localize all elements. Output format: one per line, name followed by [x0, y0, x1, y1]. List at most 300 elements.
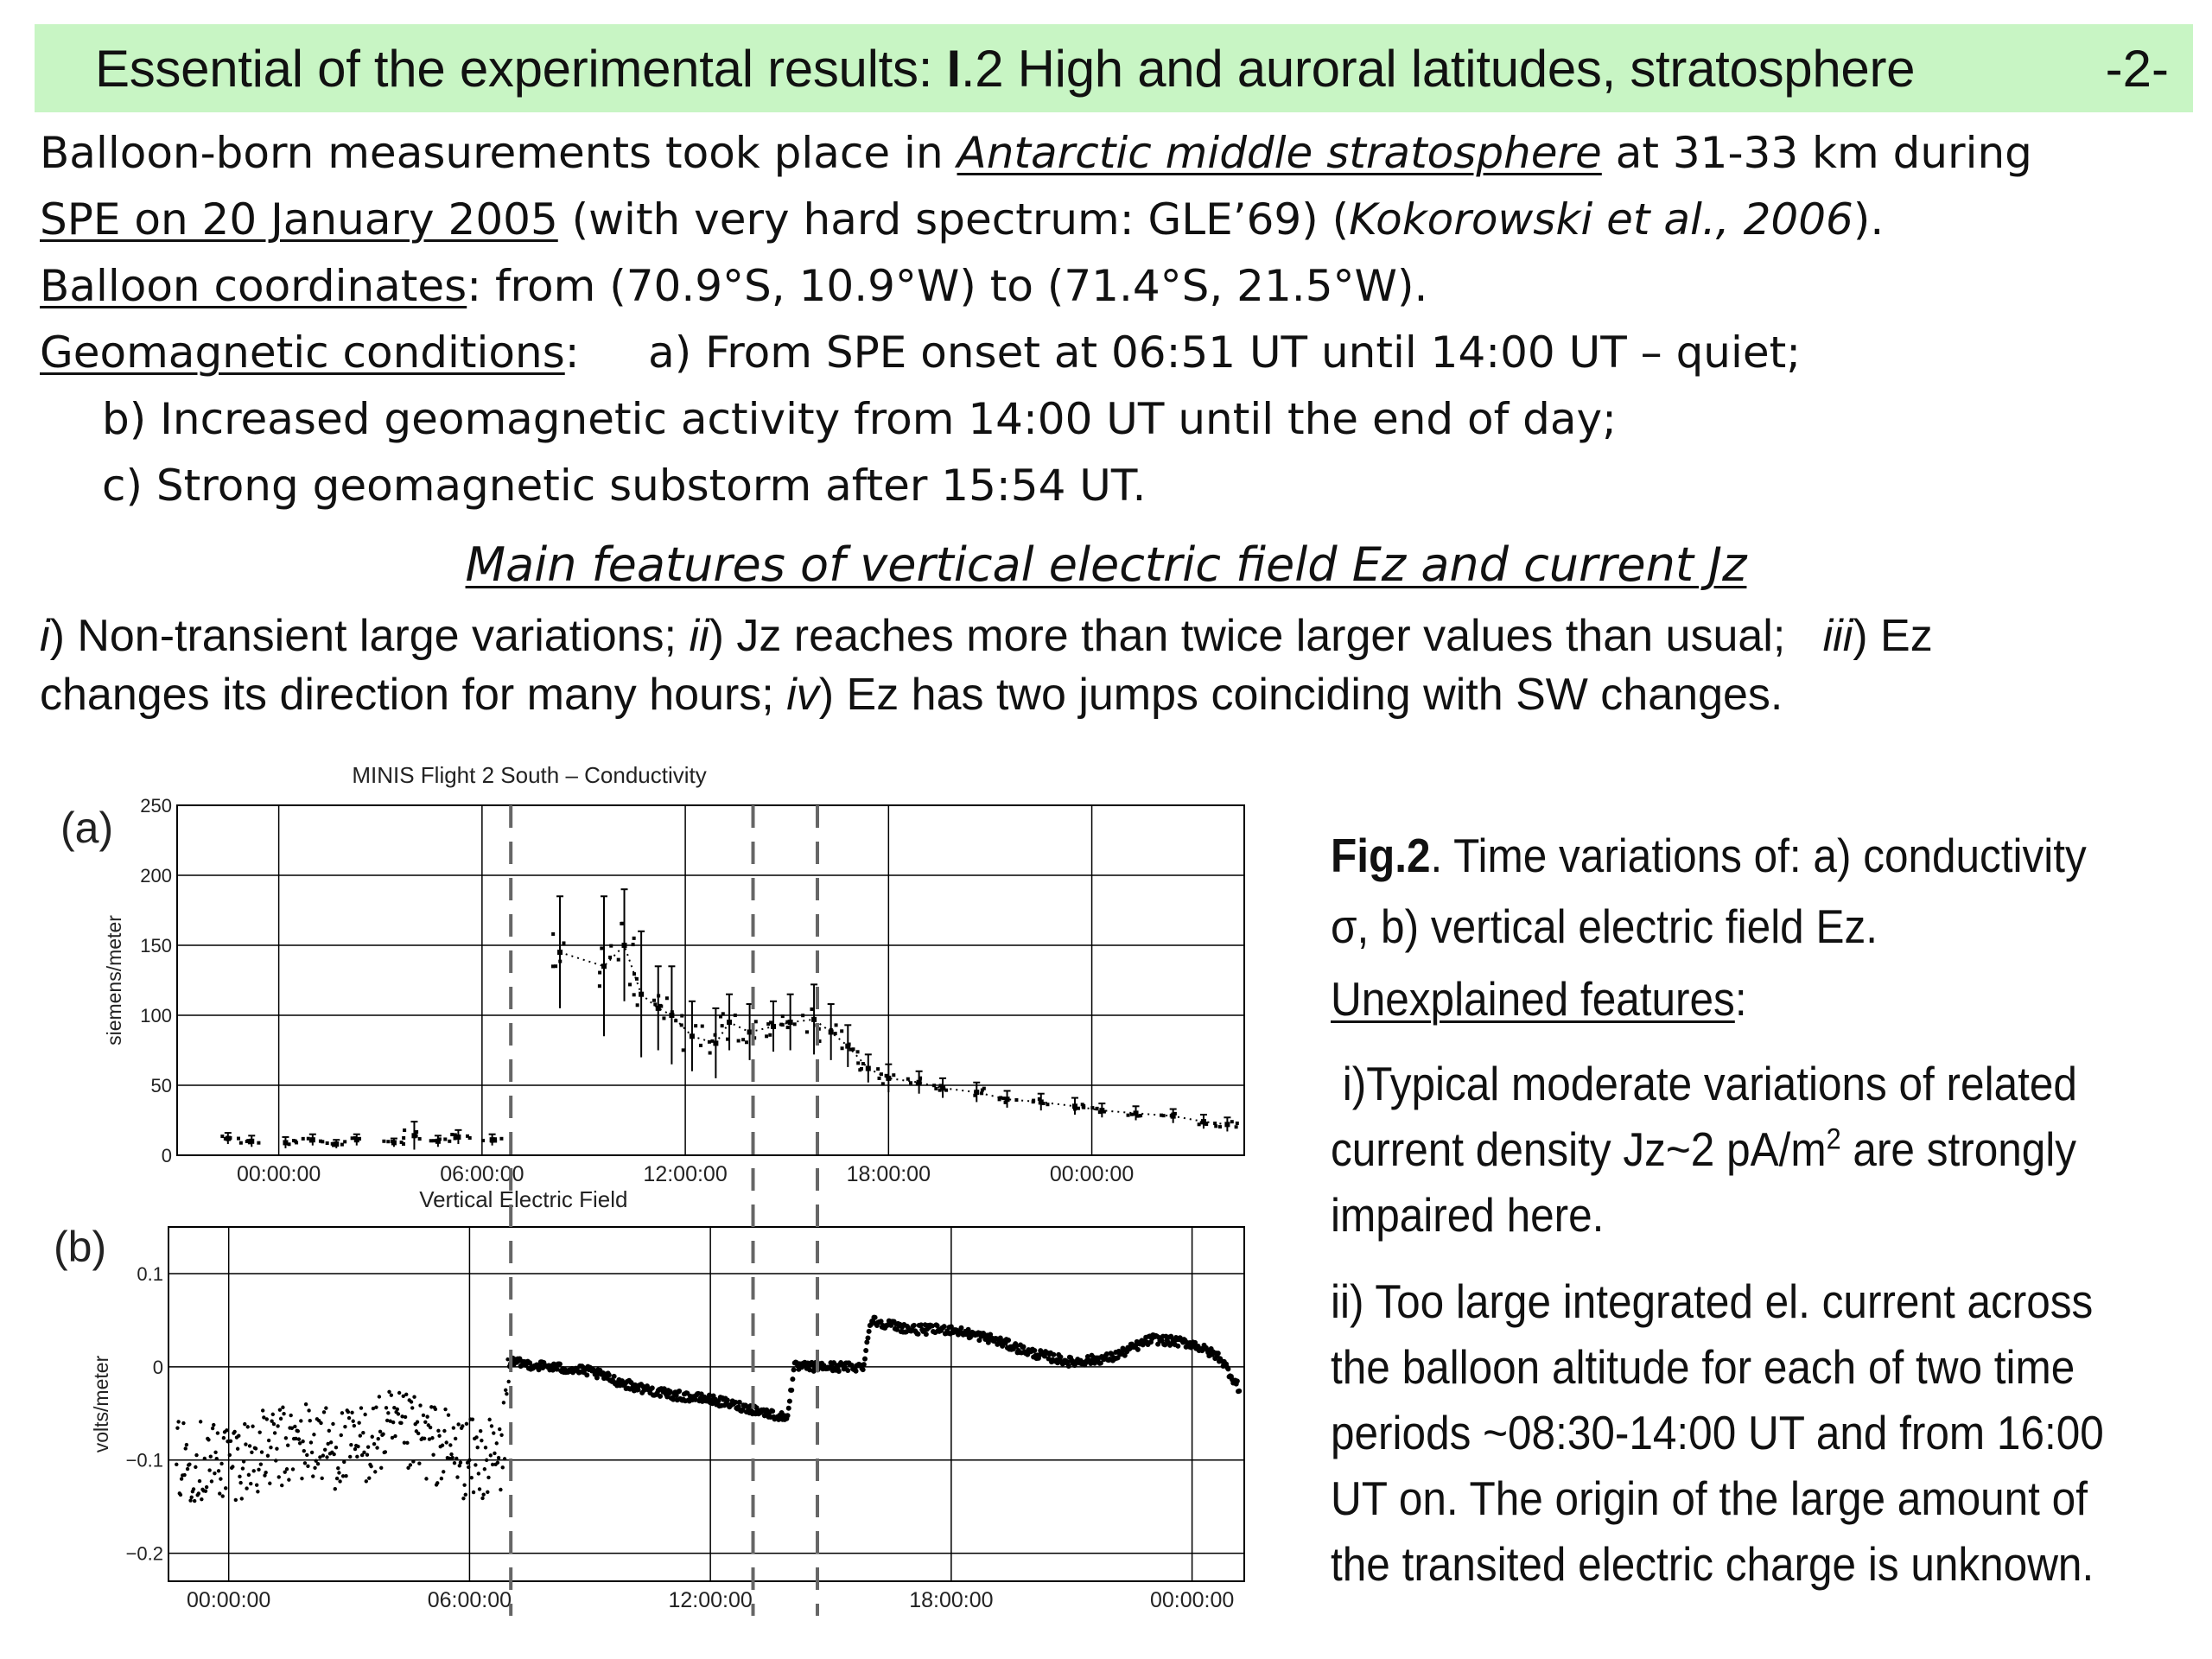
data-point-extra [810, 1007, 813, 1011]
conductivity-panel [60, 762, 1244, 1186]
data-point-extra [415, 1135, 418, 1138]
y-tick-label: −0.2 [125, 1542, 163, 1565]
data-point [359, 1406, 363, 1409]
electric-field-panel [54, 1186, 1244, 1612]
data-point [321, 1453, 325, 1457]
data-point [461, 1497, 465, 1500]
data-point-extra [1073, 1107, 1077, 1110]
data-point [232, 1430, 236, 1433]
data-point-extra [858, 1068, 861, 1071]
data-point [209, 1455, 213, 1459]
data-point [334, 1487, 337, 1491]
data-point [496, 1461, 499, 1465]
data-point [416, 1420, 419, 1423]
x-tick-label: 00:00:00 [1049, 1162, 1135, 1186]
data-point-extra [805, 1030, 809, 1033]
intro-line-4: Geomagnetic conditions: a) From SPE onset at 06:51 UT until 14:00 UT – quiet; [40, 327, 1802, 378]
data-point [423, 1421, 427, 1424]
data-point [445, 1440, 448, 1444]
data-point [418, 1403, 422, 1407]
data-point [224, 1486, 227, 1490]
data-point [265, 1417, 269, 1421]
data-point [405, 1441, 409, 1445]
data-point-extra [481, 1139, 485, 1142]
data-point-extra [1098, 1110, 1102, 1114]
data-point [287, 1478, 290, 1481]
data-point [442, 1470, 445, 1473]
data-point-extra [403, 1128, 406, 1132]
x-tick-label: 18:00:00 [846, 1162, 931, 1186]
data-point-extra [793, 1022, 797, 1026]
data-point-extra [878, 1077, 881, 1080]
data-point [861, 1362, 867, 1367]
data-point-extra [785, 1020, 789, 1024]
data-point [845, 1368, 850, 1373]
data-point [319, 1421, 322, 1425]
data-point-extra [768, 1033, 772, 1037]
data-point [181, 1421, 185, 1425]
data-point [371, 1435, 374, 1439]
data-point-extra [699, 1044, 702, 1047]
data-point-extra [1236, 1122, 1239, 1125]
data-point [203, 1457, 207, 1460]
data-point [350, 1411, 353, 1414]
data-point-extra [402, 1136, 405, 1140]
data-point [229, 1440, 232, 1443]
data-point [483, 1467, 486, 1471]
data-point [335, 1477, 339, 1480]
data-point [1032, 1348, 1037, 1353]
data-point [351, 1420, 354, 1423]
data-point [243, 1422, 246, 1426]
data-point [472, 1491, 475, 1494]
data-point [284, 1436, 288, 1440]
data-point [276, 1424, 279, 1427]
data-point [293, 1425, 296, 1428]
y-tick-label: 100 [140, 1005, 172, 1027]
data-point [301, 1440, 304, 1443]
data-point-extra [918, 1077, 922, 1080]
data-point [308, 1419, 312, 1422]
data-point [248, 1444, 251, 1447]
x-tick-label: 00:00:00 [236, 1162, 321, 1186]
data-point-extra [781, 1023, 785, 1027]
data-point [193, 1499, 196, 1503]
data-point-extra [939, 1084, 943, 1087]
data-point [1006, 1338, 1011, 1343]
data-point [190, 1496, 194, 1499]
data-point [1235, 1378, 1240, 1383]
data-point [436, 1429, 440, 1433]
data-point [493, 1452, 496, 1455]
data-point-extra [224, 1137, 227, 1141]
data-point [440, 1477, 443, 1480]
unexplained-heading: Unexplained features: [1331, 972, 1747, 1026]
data-point [431, 1452, 435, 1456]
data-point [429, 1426, 432, 1429]
data-point [450, 1456, 454, 1459]
data-point [302, 1449, 306, 1452]
data-point-extra [443, 1137, 447, 1141]
data-point-extra [709, 1052, 712, 1055]
data-point-extra [710, 1039, 714, 1043]
data-point [213, 1451, 217, 1454]
data-point [435, 1481, 439, 1484]
data-point-extra [885, 1074, 888, 1077]
chart-title: MINIS Flight 2 South – Conductivity [352, 762, 707, 788]
data-point [387, 1390, 391, 1394]
data-point [194, 1465, 197, 1469]
data-point [344, 1474, 347, 1478]
data-point-extra [662, 1016, 665, 1020]
data-point-extra [721, 1024, 724, 1027]
data-point [347, 1416, 351, 1420]
data-point-extra [551, 964, 555, 968]
data-point [771, 1024, 776, 1029]
data-point-extra [841, 1046, 844, 1050]
data-point-extra [617, 958, 620, 962]
data-point [184, 1446, 188, 1450]
data-point [185, 1443, 188, 1446]
data-point [791, 1367, 797, 1372]
data-point [280, 1484, 283, 1487]
intro-line-3: Balloon coordinates: from (70.9°S, 10.9°W) to (71.4°S, 21.5°W). [40, 261, 1428, 311]
data-point-extra [881, 1082, 885, 1085]
data-point [250, 1451, 253, 1454]
data-point-extra [801, 1014, 804, 1017]
data-point [449, 1452, 453, 1456]
data-point [259, 1462, 263, 1465]
data-point-extra [1004, 1101, 1007, 1104]
data-point [374, 1405, 378, 1408]
data-point-extra [834, 1032, 837, 1035]
data-point [478, 1487, 481, 1491]
data-point-extra [551, 932, 555, 936]
features-line-2: changes its direction for many hours; iv) Ez has two jumps coinciding with SW changes. [40, 670, 1783, 720]
data-point [365, 1453, 369, 1457]
data-point [236, 1447, 239, 1451]
data-point [251, 1425, 254, 1428]
data-point-extra [975, 1091, 978, 1095]
data-point-extra [1230, 1120, 1234, 1123]
data-point-extra [220, 1135, 224, 1138]
data-point [442, 1429, 446, 1433]
data-point [484, 1446, 487, 1449]
data-point [194, 1453, 198, 1457]
data-point-extra [861, 1062, 865, 1065]
data-point-extra [499, 1137, 503, 1141]
data-point-extra [257, 1141, 260, 1145]
data-point [790, 1376, 795, 1382]
data-point [425, 1414, 429, 1418]
data-point [854, 1369, 859, 1374]
data-point-extra [765, 1034, 768, 1038]
data-point [278, 1408, 282, 1411]
data-point [490, 1424, 493, 1427]
data-point-extra [1218, 1125, 1222, 1128]
data-point-extra [1081, 1103, 1084, 1106]
data-point-extra [429, 1139, 433, 1142]
data-point-extra [493, 1137, 497, 1141]
data-point [430, 1436, 434, 1440]
data-point-extra [1077, 1107, 1080, 1110]
data-point [176, 1420, 180, 1423]
data-point [212, 1423, 215, 1427]
intro-line-6: c) Strong geomagnetic substorm after 15:54 UT. [102, 461, 1147, 511]
data-point-extra [781, 1014, 785, 1018]
feature-ii-line-3: periods ~08:30-14:00 UT and from 16:00 [1331, 1406, 2104, 1459]
data-point [305, 1453, 308, 1457]
plot-frame [168, 1227, 1244, 1581]
data-point [274, 1459, 277, 1462]
data-point [410, 1406, 414, 1409]
data-point [487, 1418, 491, 1421]
data-point [180, 1477, 183, 1480]
data-point [219, 1462, 223, 1465]
data-point [416, 1432, 420, 1435]
data-point [424, 1477, 428, 1480]
data-point-extra [1032, 1100, 1035, 1103]
data-point [182, 1473, 186, 1477]
data-point [373, 1470, 377, 1473]
x-tick-label: 06:00:00 [440, 1162, 524, 1186]
data-point-extra [418, 1137, 422, 1141]
data-point-extra [608, 956, 612, 959]
data-point-extra [856, 1050, 860, 1053]
data-point [622, 943, 627, 948]
data-point-extra [292, 1139, 296, 1142]
data-point [240, 1497, 244, 1500]
data-point [353, 1447, 357, 1451]
data-point [497, 1456, 500, 1459]
data-point-extra [835, 1023, 838, 1027]
data-point [311, 1474, 315, 1478]
data-point [327, 1429, 331, 1433]
data-point [247, 1473, 251, 1477]
data-point [557, 1362, 563, 1367]
data-point [186, 1467, 189, 1471]
data-point [423, 1437, 426, 1440]
panel-label: (a) [60, 804, 114, 852]
data-point [489, 1453, 493, 1457]
data-point [1225, 1366, 1230, 1371]
data-point [453, 1461, 456, 1465]
data-point [584, 1372, 589, 1377]
data-point-extra [237, 1137, 240, 1141]
data-point-extra [635, 977, 639, 981]
data-point-extra [1214, 1124, 1217, 1128]
data-point-extra [659, 1005, 663, 1008]
data-point [279, 1417, 283, 1421]
y-tick-label: 50 [150, 1075, 172, 1096]
data-point [865, 1336, 870, 1341]
data-point [267, 1439, 270, 1442]
data-point [658, 1394, 663, 1399]
data-point [359, 1433, 362, 1437]
data-point [863, 1348, 868, 1353]
data-point [228, 1453, 232, 1457]
data-point [434, 1408, 437, 1411]
data-point [362, 1451, 365, 1454]
feature-ii-line-5: the transited electric charge is unknown. [1331, 1537, 2094, 1591]
data-point [309, 1440, 313, 1444]
data-point-extra [1082, 1106, 1085, 1109]
data-point [441, 1444, 444, 1447]
data-point [486, 1491, 489, 1494]
data-point [867, 1329, 872, 1334]
data-point-extra [309, 1139, 313, 1142]
data-point-extra [391, 1140, 394, 1143]
data-point [264, 1471, 267, 1474]
data-point-extra [598, 984, 601, 988]
data-point-extra [734, 1014, 737, 1017]
data-point [1051, 1352, 1056, 1357]
data-point [310, 1451, 314, 1454]
data-point [199, 1420, 202, 1423]
data-point-extra [628, 982, 632, 986]
data-point [231, 1465, 234, 1468]
data-point-extra [674, 1019, 677, 1022]
data-point [690, 1033, 695, 1039]
feature-ii-line-1: ii) Too large integrated el. current across [1331, 1274, 2094, 1328]
data-point [215, 1457, 219, 1460]
data-point [397, 1412, 400, 1415]
data-point [242, 1459, 245, 1463]
data-point-extra [1014, 1098, 1018, 1102]
y-tick-label: 0 [161, 1145, 172, 1166]
data-point [331, 1422, 334, 1426]
data-point [257, 1430, 261, 1433]
data-point-extra [636, 1003, 639, 1007]
data-point [222, 1436, 226, 1440]
data-point-extra [283, 1141, 287, 1144]
data-point-extra [944, 1089, 948, 1092]
feature-i-line-3: impaired here. [1331, 1188, 1605, 1242]
data-point [363, 1413, 366, 1416]
data-point-extra [714, 1033, 717, 1037]
data-point [861, 1367, 866, 1372]
data-point-extra [454, 1133, 457, 1136]
data-point-extra [228, 1136, 232, 1140]
data-point [216, 1431, 219, 1434]
data-point-extra [438, 1137, 442, 1141]
data-point [462, 1483, 466, 1486]
data-point [397, 1391, 401, 1395]
data-point [334, 1446, 338, 1449]
data-point-extra [632, 943, 635, 946]
data-point-extra [454, 1136, 457, 1140]
data-point-extra [632, 937, 636, 940]
data-point [481, 1492, 485, 1496]
data-point [454, 1457, 458, 1460]
data-point [452, 1426, 455, 1429]
data-point [412, 1395, 416, 1399]
data-point-extra [386, 1140, 390, 1143]
data-point [499, 1488, 502, 1491]
data-point [300, 1477, 303, 1480]
data-point [448, 1443, 452, 1446]
data-point [372, 1442, 376, 1446]
data-point [237, 1433, 240, 1437]
data-point [304, 1402, 308, 1406]
panel-label: (b) [54, 1223, 107, 1271]
data-point [289, 1414, 292, 1417]
data-point [256, 1490, 259, 1493]
data-point [217, 1469, 220, 1472]
data-point [188, 1463, 191, 1466]
data-point [377, 1437, 380, 1440]
data-point [386, 1411, 390, 1414]
data-point [455, 1475, 459, 1478]
feature-i-line-1: i)Typical moderate variations of related [1331, 1057, 2077, 1110]
data-point [454, 1437, 457, 1440]
data-point-extra [1198, 1122, 1201, 1126]
data-point [396, 1408, 399, 1411]
data-point-extra [1135, 1115, 1139, 1118]
y-axis-label: siemens/meter [103, 915, 125, 1046]
data-point [417, 1461, 421, 1465]
data-point [297, 1437, 301, 1440]
data-point [275, 1446, 278, 1450]
data-point [343, 1425, 346, 1428]
data-point [179, 1493, 182, 1497]
data-point-extra [665, 996, 669, 1000]
data-point [476, 1446, 480, 1449]
data-point [399, 1421, 403, 1425]
data-point-extra [932, 1084, 936, 1087]
data-point [367, 1477, 371, 1480]
data-point [505, 1392, 508, 1395]
data-point [337, 1471, 340, 1474]
data-point-extra [351, 1136, 354, 1140]
data-point-extra [1205, 1122, 1208, 1126]
data-point [245, 1486, 248, 1490]
figure-caption-line-2: σ, b) vertical electric field Ez. [1331, 899, 1878, 953]
data-point-extra [343, 1140, 346, 1143]
data-point [443, 1408, 447, 1411]
data-point-extra [728, 1020, 732, 1024]
data-point-extra [1042, 1102, 1046, 1105]
data-point-extra [980, 1091, 983, 1095]
data-point-extra [848, 1043, 851, 1046]
data-point [461, 1424, 464, 1427]
data-point [1058, 1354, 1063, 1359]
data-point-extra [1235, 1125, 1238, 1128]
data-point-extra [1046, 1103, 1049, 1106]
data-point [325, 1455, 328, 1459]
data-point [266, 1454, 270, 1458]
data-point [612, 1374, 617, 1379]
data-point-extra [754, 1020, 758, 1023]
data-point-extra [786, 1026, 790, 1029]
data-point [924, 1332, 929, 1337]
data-point [342, 1460, 346, 1464]
data-point-extra [856, 1061, 860, 1065]
data-point [1175, 1344, 1180, 1349]
data-point [225, 1428, 228, 1432]
data-point [379, 1466, 383, 1470]
data-point [437, 1434, 441, 1438]
data-point [260, 1450, 264, 1453]
y-tick-label: 150 [140, 935, 172, 957]
data-point-extra [701, 1025, 704, 1028]
data-point [499, 1433, 503, 1437]
y-tick-label: 250 [140, 795, 172, 817]
data-point [770, 1408, 775, 1414]
data-point-extra [906, 1077, 910, 1081]
data-point [390, 1394, 393, 1397]
data-point [504, 1389, 507, 1392]
